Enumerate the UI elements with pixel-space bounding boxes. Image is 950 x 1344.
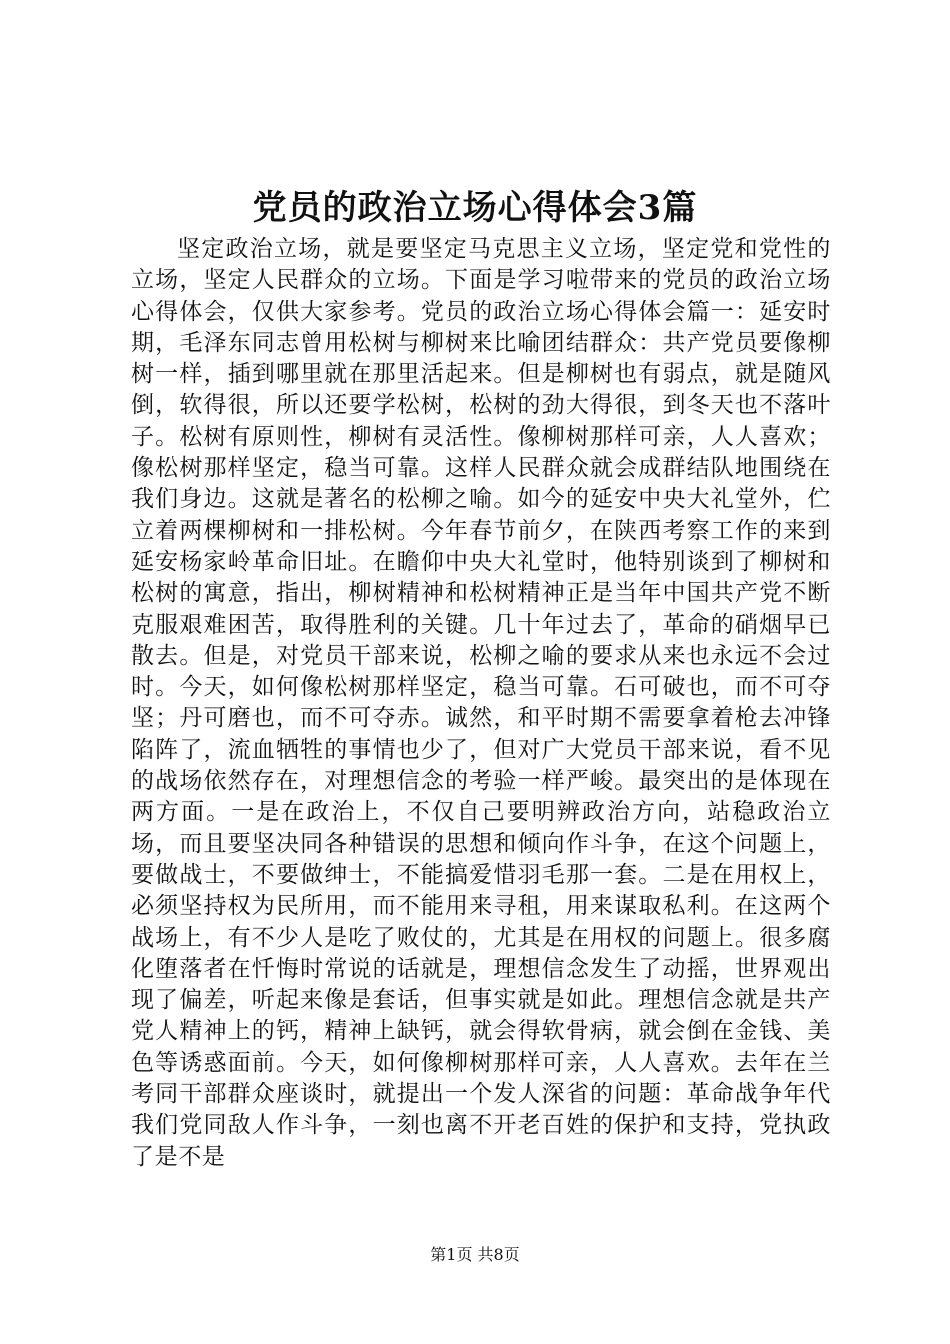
page-footer: 第1页 共8页: [430, 1245, 520, 1264]
document-body-paragraph: 坚定政治立场，就是要坚定马克思主义立场，坚定党和党性的立场，坚定人民群众的立场。下面是学习啦带来的党员的政治立场心得体会，仅供大家参考。党员的政治立场心得体会篇一：延安时期，毛泽东同志曾用松树与柳树来比喻团结群众：共产党员要像柳树一样，插到哪里就在那里活起来。但是柳树也有弱点，就是随风倒，软得很，所以还要学松树，松树的劲大得很，到冬天也不落叶子。松树有原则性，柳树有灵活性。像柳树那样可亲，人人喜欢；像松树那样坚定，稳当可靠。这样人民群众就会成群结队地围绕在我们身边。这就是著名的松柳之喻。如今的延安中央大礼堂外，伫立着两棵柳树和一排松树。今年春节前夕，在陕西考察工作的来到延安杨家岭革命旧址。在瞻仰中央大礼堂时，他特别谈到了柳树和松树的寓意，指出，柳树精神和松树精神正是当年中国共产党不断克服艰难困苦，取得胜利的关键。几十年过去了，革命的硝烟早已散去。但是，对党员干部来说，松柳之喻的要求从来也永远不会过时。今天，如何像松树那样坚定，稳当可靠。石可破也，而不可夺坚；丹可磨也，而不可夺赤。诚然，和平时期不需要拿着枪去冲锋陷阵了，流血牺牲的事情也少了，但对广大党员干部来说，看不见的战场依然存在，对理想信念的考验一样严峻。最突出的是体现在两方面。一是在政治上，不仅自己要明辨政治方向，站稳政治立场，而且要坚决同各种错误的思想和倾向作斗争，在这个问题上，要做战士，不要做绅士，不能搞爱惜羽毛那一套。二是在用权上，必须坚持权为民所用，而不能用来寻租，用来谋取私利。在这两个战场上，有不少人是吃了败仗的，尤其是在用权的问题上。很多腐化堕落者在忏悔时常说的话就是，理想信念发生了动摇，世界观出现了偏差，听起来像是套话，但事实就是如此。理想信念就是共产党人精神上的钙，精神上缺钙，就会得软骨病，就会倒在金钱、美色等诱惑面前。今天，如何像柳树那样可亲，人人喜欢。去年在兰考同干部群众座谈时，就提出一个发人深省的问题：革命战争年代我们党同敌人作斗争，一刻也离不开老百姓的保护和支持，党执政了是不是: [131, 236, 831, 1170]
document-title: 党员的政治立场心得体会3篇: [252, 188, 698, 228]
